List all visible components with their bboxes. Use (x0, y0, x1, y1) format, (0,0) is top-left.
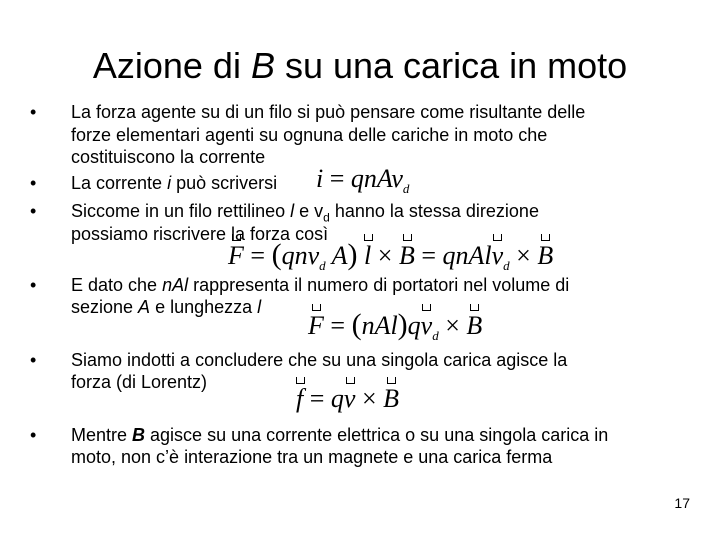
equation-current: i = qnAv$_d$ (316, 164, 410, 196)
bullet-1-line-1: La forza agente su di un filo si può pensare come risultante delle (71, 102, 586, 122)
bullet-4-line-2: sezione A e lunghezza l (71, 297, 262, 317)
bullet-marker: • (30, 350, 37, 370)
bullet-2-line-1: La corrente i può scriversi (71, 173, 278, 193)
equation-force-wire: F = (qnv$_d$ A) l × B = qnAlv$_d$ × B (228, 238, 554, 273)
bullet-marker: • (30, 201, 37, 221)
bullet-marker: • (30, 425, 37, 445)
slide-title: Azione di B su una carica in moto (92, 45, 628, 86)
bullet-4-line-1: E dato che nAl rappresenta il numero di portatori nel volume di (71, 275, 570, 295)
bullet-3-line-2: possiamo riscrivere la forza così (71, 224, 329, 244)
bullet-3-line-1: Siccome in un filo rettilineo l e $v_d$ hanno la stessa direzione (71, 201, 539, 225)
bullet-6-line-1: Mentre B agisce su una corrente elettrica o su una singola carica in (71, 425, 609, 445)
bullet-1-line-2: forze elementari agenti su ognuna delle cariche in moto che (71, 125, 548, 145)
equation-force-carriers: $F = (nAl)qv_d \times B$ (308, 308, 483, 343)
bullet-5-line-2: forza (di Lorentz) (71, 372, 208, 392)
page-number: 17 (674, 495, 690, 511)
equation-lorentz: f = qv × B (296, 384, 400, 413)
bullet-marker: • (30, 173, 37, 193)
bullet-marker: • (30, 102, 37, 122)
bullet-1-line-3: costituiscono la corrente (71, 147, 266, 167)
bullet-6-line-2: moto, non c’è interazione tra un magnete e una carica ferma (71, 447, 553, 467)
bullet-5-line-1: Siamo indotti a concludere che su una singola carica agisce la (71, 350, 568, 370)
bullet-marker: • (30, 275, 37, 295)
